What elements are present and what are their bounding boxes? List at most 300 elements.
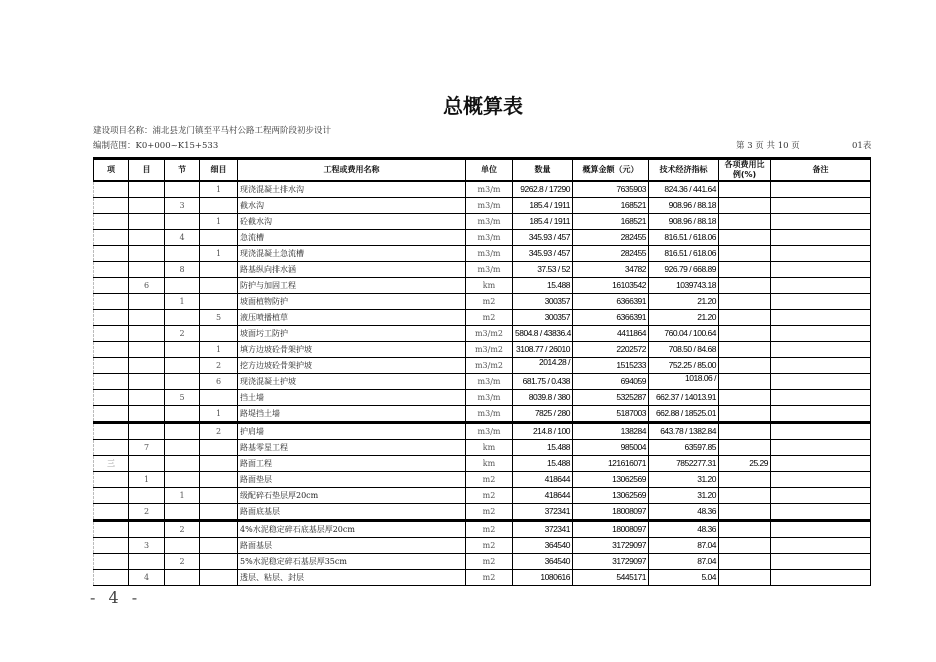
cell-amount: 34782 — [573, 262, 649, 278]
cell-mu — [129, 554, 165, 570]
cell-name: 现浇混凝土护坡 — [238, 374, 466, 390]
cell-jie: 1 — [165, 294, 200, 310]
cell-ratio — [719, 472, 771, 488]
cell-qty: 8039.8 / 380 — [513, 390, 573, 406]
cell-unit: m3/m — [466, 230, 513, 246]
cell-note — [771, 423, 871, 440]
cell-ximu: 6 — [200, 374, 238, 390]
cell-qty: 372341 — [513, 521, 573, 538]
cell-mu: 2 — [129, 504, 165, 521]
cell-name: 路面垫层 — [238, 472, 466, 488]
cell-amount: 4411864 — [573, 326, 649, 342]
cell-note — [771, 294, 871, 310]
cell-unit: m3/m2 — [466, 358, 513, 374]
cell-ximu — [200, 326, 238, 342]
cell-xiang — [94, 570, 129, 586]
cell-name: 防护与加固工程 — [238, 278, 466, 294]
cell-index: 1039743.18 — [649, 278, 719, 294]
cell-xiang — [94, 294, 129, 310]
cell-name: 路基零星工程 — [238, 440, 466, 456]
cell-ximu: 2 — [200, 423, 238, 440]
cell-xiang — [94, 538, 129, 554]
cell-ximu — [200, 440, 238, 456]
cell-jie — [165, 423, 200, 440]
cell-note — [771, 406, 871, 423]
cell-xiang — [94, 554, 129, 570]
cell-amount: 985004 — [573, 440, 649, 456]
cell-note — [771, 374, 871, 390]
cell-unit: m3/m — [466, 181, 513, 198]
table-row — [94, 423, 871, 440]
cell-index: 87.04 — [649, 538, 719, 554]
cell-note — [771, 342, 871, 358]
cell-mu: 4 — [129, 570, 165, 586]
cell-qty: 37.53 / 52 — [513, 262, 573, 278]
cell-mu — [129, 406, 165, 423]
cell-ximu: 1 — [200, 181, 238, 198]
cell-ratio — [719, 294, 771, 310]
cell-ratio — [719, 521, 771, 538]
cell-ximu — [200, 521, 238, 538]
cell-amount: 5445171 — [573, 570, 649, 586]
cell-amount: 694059 — [573, 374, 649, 390]
cell-ratio — [719, 181, 771, 198]
cell-note — [771, 358, 871, 374]
project-name: 建设项目名称：浦北县龙门镇至平马村公路工程两阶段初步设计 — [93, 126, 332, 136]
cell-index: 908.96 / 88.18 — [649, 198, 719, 214]
cell-jie — [165, 538, 200, 554]
cell-xiang — [94, 326, 129, 342]
table-row — [94, 440, 871, 456]
cell-xiang — [94, 504, 129, 521]
cell-xiang — [94, 374, 129, 390]
cell-jie: 2 — [165, 521, 200, 538]
cell-mu: 1 — [129, 472, 165, 488]
table-row — [94, 554, 871, 570]
cell-jie — [165, 504, 200, 521]
cell-note — [771, 390, 871, 406]
column-header: 工程或费用名称 — [238, 159, 466, 182]
cell-xiang — [94, 262, 129, 278]
cell-index: 816.51 / 618.06 — [649, 246, 719, 262]
cell-qty: 681.75 / 0.438 — [513, 374, 573, 390]
cell-name: 挖方边坡砼骨架护坡 — [238, 358, 466, 374]
cell-qty: 15.488 — [513, 456, 573, 472]
cell-jie — [165, 406, 200, 423]
table-row — [94, 456, 871, 472]
cell-ratio — [719, 488, 771, 504]
cell-mu — [129, 230, 165, 246]
cell-jie — [165, 570, 200, 586]
cell-note — [771, 198, 871, 214]
cell-qty: 185.4 / 1911 — [513, 214, 573, 230]
column-header: 概算金额（元） — [573, 159, 649, 182]
cell-qty: 214.8 / 100 — [513, 423, 573, 440]
cell-qty: 418644 — [513, 488, 573, 504]
form-number: 01表 — [852, 141, 872, 151]
cell-mu — [129, 358, 165, 374]
cell-ximu: 1 — [200, 342, 238, 358]
cell-amount: 121616071 — [573, 456, 649, 472]
cell-unit: m2 — [466, 570, 513, 586]
cell-index: 662.88 / 18525.01 — [649, 406, 719, 423]
column-header: 各项费用比例(%) — [719, 159, 771, 182]
cell-index: 926.79 / 668.89 — [649, 262, 719, 278]
cell-name: 透层、粘层、封层 — [238, 570, 466, 586]
cell-ratio: 25.29 — [719, 456, 771, 472]
cell-index: 752.25 / 85.00 — [649, 358, 719, 374]
cell-mu — [129, 342, 165, 358]
cell-unit: km — [466, 440, 513, 456]
cell-ratio — [719, 278, 771, 294]
cell-xiang — [94, 406, 129, 423]
cell-note — [771, 472, 871, 488]
cell-xiang — [94, 488, 129, 504]
table-row — [94, 390, 871, 406]
cell-ximu — [200, 456, 238, 472]
cell-unit: m2 — [466, 538, 513, 554]
cell-xiang — [94, 440, 129, 456]
cell-xiang — [94, 358, 129, 374]
cell-mu — [129, 310, 165, 326]
cell-ratio — [719, 310, 771, 326]
cell-unit: m2 — [466, 521, 513, 538]
cell-amount: 7635903 — [573, 181, 649, 198]
cell-mu — [129, 488, 165, 504]
table-row — [94, 504, 871, 521]
cell-name: 5%水泥稳定碎石基层厚35cm — [238, 554, 466, 570]
cell-index: 31.20 — [649, 472, 719, 488]
cell-qty: 15.488 — [513, 278, 573, 294]
cell-ratio — [719, 262, 771, 278]
cell-ximu — [200, 504, 238, 521]
cell-index: 48.36 — [649, 504, 719, 521]
cell-ratio — [719, 246, 771, 262]
cell-mu — [129, 521, 165, 538]
cell-note — [771, 570, 871, 586]
cell-amount: 6366391 — [573, 310, 649, 326]
cell-index: 643.78 / 1382.84 — [649, 423, 719, 440]
cell-xiang — [94, 278, 129, 294]
cell-unit: m3/m — [466, 390, 513, 406]
cell-mu — [129, 246, 165, 262]
cell-xiang — [94, 198, 129, 214]
cell-note — [771, 554, 871, 570]
table-row — [94, 342, 871, 358]
cell-qty: 15.488 — [513, 440, 573, 456]
cell-ratio — [719, 342, 771, 358]
cell-xiang — [94, 390, 129, 406]
cell-xiang — [94, 230, 129, 246]
cell-amount: 168521 — [573, 214, 649, 230]
cell-mu — [129, 262, 165, 278]
cell-unit: m2 — [466, 310, 513, 326]
cell-unit: m3/m2 — [466, 342, 513, 358]
table-row — [94, 472, 871, 488]
scope: 编制范围：K0+000~K15+533 — [93, 141, 219, 151]
cell-amount: 6366391 — [573, 294, 649, 310]
cell-ratio — [719, 230, 771, 246]
cell-name: 挡土墙 — [238, 390, 466, 406]
cell-note — [771, 326, 871, 342]
cell-amount: 138284 — [573, 423, 649, 440]
cell-name: 路堤挡土墙 — [238, 406, 466, 423]
cell-note — [771, 488, 871, 504]
cell-qty: 7825 / 280 — [513, 406, 573, 423]
cell-amount: 282455 — [573, 230, 649, 246]
column-header: 细目 — [200, 159, 238, 182]
cell-amount: 18008097 — [573, 521, 649, 538]
table-row — [94, 538, 871, 554]
cell-unit: m3/m — [466, 374, 513, 390]
cell-ratio — [719, 440, 771, 456]
cell-ximu: 1 — [200, 246, 238, 262]
cell-mu — [129, 214, 165, 230]
cell-ratio — [719, 374, 771, 390]
cell-index: 5.04 — [649, 570, 719, 586]
table-header — [94, 159, 871, 182]
cell-name: 砼截水沟 — [238, 214, 466, 230]
table-row — [94, 310, 871, 326]
cell-jie — [165, 374, 200, 390]
cell-mu — [129, 198, 165, 214]
cell-name: 路面底基层 — [238, 504, 466, 521]
cell-name: 4%水泥稳定碎石底基层厚20cm — [238, 521, 466, 538]
cell-unit: km — [466, 278, 513, 294]
cell-jie — [165, 214, 200, 230]
cell-ximu — [200, 262, 238, 278]
cell-qty: 9262.8 / 17290 — [513, 181, 573, 198]
cell-index: 7852277.31 — [649, 456, 719, 472]
cell-ximu: 5 — [200, 310, 238, 326]
cell-unit: km — [466, 456, 513, 472]
cell-ratio — [719, 554, 771, 570]
cell-name: 急流槽 — [238, 230, 466, 246]
cell-unit: m3/m — [466, 214, 513, 230]
cell-name: 路基纵向排水涵 — [238, 262, 466, 278]
budget-table — [93, 157, 871, 586]
cell-index: 708.50 / 84.68 — [649, 342, 719, 358]
cell-index: 908.96 / 88.18 — [649, 214, 719, 230]
cell-jie — [165, 181, 200, 198]
cell-xiang — [94, 246, 129, 262]
cell-xiang — [94, 472, 129, 488]
cell-unit: m3/m2 — [466, 326, 513, 342]
cell-amount: 13062569 — [573, 472, 649, 488]
table-row — [94, 198, 871, 214]
cell-amount: 1515233 — [573, 358, 649, 374]
column-header: 单位 — [466, 159, 513, 182]
cell-xiang — [94, 423, 129, 440]
cell-xiang — [94, 521, 129, 538]
cell-index: 662.37 / 14013.91 — [649, 390, 719, 406]
page-title: 总概算表 — [443, 94, 523, 118]
cell-unit: m3/m — [466, 406, 513, 423]
cell-name: 现浇混凝土排水沟 — [238, 181, 466, 198]
cell-mu: 6 — [129, 278, 165, 294]
cell-unit: m3/m — [466, 262, 513, 278]
cell-note — [771, 538, 871, 554]
cell-ratio — [719, 504, 771, 521]
cell-amount: 13062569 — [573, 488, 649, 504]
cell-ximu — [200, 230, 238, 246]
cell-name: 截水沟 — [238, 198, 466, 214]
cell-unit: m3/m — [466, 198, 513, 214]
cell-ximu: 1 — [200, 406, 238, 423]
cell-mu — [129, 374, 165, 390]
cell-index: 816.51 / 618.06 — [649, 230, 719, 246]
cell-jie: 4 — [165, 230, 200, 246]
cell-jie: 2 — [165, 326, 200, 342]
cell-name: 现浇混凝土急流槽 — [238, 246, 466, 262]
cell-jie — [165, 310, 200, 326]
table-row — [94, 521, 871, 538]
cell-ximu — [200, 472, 238, 488]
cell-index: 1018.06 / — [649, 374, 719, 390]
cell-name: 路面基层 — [238, 538, 466, 554]
cell-ratio — [719, 406, 771, 423]
cell-ratio — [719, 570, 771, 586]
cell-mu — [129, 390, 165, 406]
cell-ximu — [200, 198, 238, 214]
table-row — [94, 326, 871, 342]
cell-qty: 364540 — [513, 538, 573, 554]
cell-ratio — [719, 390, 771, 406]
cell-amount: 18008097 — [573, 504, 649, 521]
cell-name: 坡面植物防护 — [238, 294, 466, 310]
cell-amount: 5187003 — [573, 406, 649, 423]
column-header: 目 — [129, 159, 165, 182]
cell-unit: m3/m — [466, 423, 513, 440]
cell-index: 760.04 / 100.64 — [649, 326, 719, 342]
cell-mu — [129, 326, 165, 342]
table-row — [94, 230, 871, 246]
cell-ximu — [200, 570, 238, 586]
cell-index: 87.04 — [649, 554, 719, 570]
cell-mu: 3 — [129, 538, 165, 554]
column-header: 备注 — [771, 159, 871, 182]
cell-ratio — [719, 326, 771, 342]
cell-unit: m2 — [466, 554, 513, 570]
cell-mu — [129, 456, 165, 472]
cell-qty: 345.93 / 457 — [513, 246, 573, 262]
cell-qty: 372341 — [513, 504, 573, 521]
cell-note — [771, 504, 871, 521]
cell-jie: 3 — [165, 198, 200, 214]
cell-amount: 5325287 — [573, 390, 649, 406]
table-row — [94, 570, 871, 586]
cell-xiang — [94, 181, 129, 198]
cell-ratio — [719, 423, 771, 440]
cell-ximu — [200, 538, 238, 554]
cell-note — [771, 181, 871, 198]
cell-note — [771, 262, 871, 278]
table-row — [94, 262, 871, 278]
cell-index: 824.36 / 441.64 — [649, 181, 719, 198]
cell-name: 坡面圬工防护 — [238, 326, 466, 342]
cell-name: 路面工程 — [238, 456, 466, 472]
table-row — [94, 214, 871, 230]
table-row — [94, 294, 871, 310]
cell-amount: 16103542 — [573, 278, 649, 294]
cell-jie: 1 — [165, 488, 200, 504]
cell-note — [771, 230, 871, 246]
cell-note — [771, 278, 871, 294]
cell-ratio — [719, 538, 771, 554]
cell-index: 31.20 — [649, 488, 719, 504]
cell-jie — [165, 440, 200, 456]
cell-jie — [165, 278, 200, 294]
table-row — [94, 374, 871, 390]
cell-qty: 418644 — [513, 472, 573, 488]
cell-name: 护肩墙 — [238, 423, 466, 440]
cell-index: 21.20 — [649, 310, 719, 326]
cell-note — [771, 456, 871, 472]
column-header: 节 — [165, 159, 200, 182]
cell-ximu — [200, 294, 238, 310]
cell-jie — [165, 246, 200, 262]
cell-ratio — [719, 198, 771, 214]
cell-qty: 185.4 / 1911 — [513, 198, 573, 214]
cell-amount: 31729097 — [573, 538, 649, 554]
cell-index: 63597.85 — [649, 440, 719, 456]
cell-name: 级配碎石垫层厚20cm — [238, 488, 466, 504]
cell-index: 48.36 — [649, 521, 719, 538]
cell-amount: 31729097 — [573, 554, 649, 570]
cell-unit: m2 — [466, 488, 513, 504]
cell-jie — [165, 358, 200, 374]
cell-ximu: 1 — [200, 214, 238, 230]
cell-xiang — [94, 342, 129, 358]
cell-xiang: 三 — [94, 456, 129, 472]
cell-mu — [129, 294, 165, 310]
table-row — [94, 181, 871, 198]
cell-note — [771, 440, 871, 456]
cell-amount: 282455 — [573, 246, 649, 262]
page-number: - 4 - — [90, 588, 142, 607]
cell-xiang — [94, 214, 129, 230]
table-row — [94, 406, 871, 423]
cell-unit: m2 — [466, 294, 513, 310]
column-header: 技术经济指标 — [649, 159, 719, 182]
cell-jie — [165, 472, 200, 488]
cell-index: 21.20 — [649, 294, 719, 310]
cell-amount: 2202572 — [573, 342, 649, 358]
column-header: 项 — [94, 159, 129, 182]
cell-name: 液压喷播植草 — [238, 310, 466, 326]
cell-qty: 345.93 / 457 — [513, 230, 573, 246]
cell-jie: 2 — [165, 554, 200, 570]
table-row — [94, 358, 871, 374]
cell-unit: m2 — [466, 472, 513, 488]
table-row — [94, 246, 871, 262]
cell-ximu — [200, 390, 238, 406]
cell-ratio — [719, 358, 771, 374]
table-row — [94, 488, 871, 504]
cell-jie: 5 — [165, 390, 200, 406]
cell-jie — [165, 342, 200, 358]
cell-mu — [129, 423, 165, 440]
cell-qty: 1080616 — [513, 570, 573, 586]
cell-jie — [165, 456, 200, 472]
cell-qty: 300357 — [513, 310, 573, 326]
cell-mu: 7 — [129, 440, 165, 456]
cell-ratio — [719, 214, 771, 230]
cell-qty: 3108.77 / 26010 — [513, 342, 573, 358]
cell-note — [771, 521, 871, 538]
cell-ximu — [200, 278, 238, 294]
cell-amount: 168521 — [573, 198, 649, 214]
